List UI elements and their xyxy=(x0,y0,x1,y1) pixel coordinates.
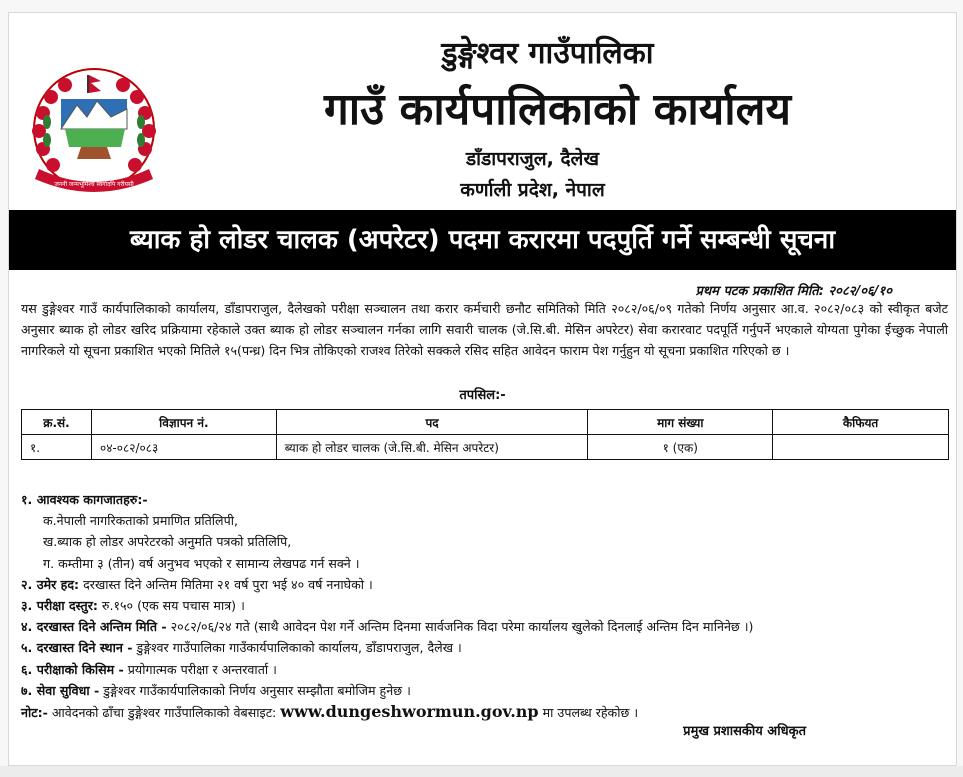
publish-date: प्रथम पटक प्रकाशित मिति: २०८२/०६/१० xyxy=(695,284,892,299)
col-header-post: पद xyxy=(276,410,588,435)
note-row xyxy=(21,701,753,723)
note-text: आवेदनको ढाँचा डुङ्गेश्वर गाउँपालिकाको वेबसाइट: xyxy=(47,705,281,721)
table-header-row xyxy=(22,410,949,435)
nepal-emblem-icon xyxy=(25,65,163,197)
province-country: कर्णाली प्रदेश, नेपाल xyxy=(460,179,605,201)
cell-sn: १. xyxy=(22,435,92,460)
list-item: ख.ब्याक हो लोडर अपरेटरको अनुमति पत्रको प्रतिलिपि, xyxy=(43,534,292,550)
col-header-remarks: कैफियत xyxy=(773,410,949,435)
list-item xyxy=(21,659,753,680)
note-tail: मा उपलब्ध रहेकोछ । xyxy=(538,705,639,721)
item-label: ७. सेवा सुविधा - xyxy=(21,682,100,698)
list-item xyxy=(21,680,753,701)
item-label: २. उमेर हद: xyxy=(21,576,80,592)
website-link[interactable]: www.dungeshwormun.gov.np xyxy=(280,702,539,722)
notice-page xyxy=(8,12,957,766)
item-label: ६. परीक्षाको किसिम - xyxy=(21,661,124,677)
signature-title: प्रमुख प्रशासकीय अधिकृत xyxy=(683,724,806,739)
item-label: ५. दरखास्त दिने स्थान - xyxy=(21,640,133,656)
note-label: नोट:- xyxy=(21,705,48,721)
col-header-demand: माग संख्या xyxy=(588,410,773,435)
item-text: प्रयोगात्मक परीक्षा र अन्तरवार्ता । xyxy=(123,661,277,677)
svg-text:जननी जन्मभूमिश्च स्वर्गादपि गर: जननी जन्मभूमिश्च स्वर्गादपि गरीयसी xyxy=(54,181,134,188)
cell-post: ब्याक हो लोडर चालक (जे.सि.बी. मेसिन अपरेटर) xyxy=(276,435,588,460)
page-bottom-edge xyxy=(0,766,963,777)
cell-remarks xyxy=(773,435,949,460)
cell-demand: १ (एक) xyxy=(588,435,773,460)
col-header-ad-number: विज्ञापन नं. xyxy=(91,410,276,435)
list-item xyxy=(21,595,753,616)
col-header-sn: क्र.सं. xyxy=(22,410,92,435)
office-location: डाँडापराजुल, दैलेख xyxy=(466,148,599,170)
item-text: डुङ्गेश्वर गाउँपालिका गाउँकार्यपालिकाको कार्यालय, डाँडापराजुल, दैलेख । xyxy=(132,640,462,656)
item-text: डुङ्गेश्वर गाउँकार्यपालिकाको निर्णय अनुसार सम्झौता बमोजिम हुनेछ । xyxy=(99,682,411,698)
office-title: गाउँ कार्यपालिकाको कार्यालय xyxy=(323,84,792,135)
item-text: २०८२/०६/२४ गते (साथै आवेदन पेश गर्ने अन्तिम दिनमा सार्वजनिक विदा परेमा कार्यालय खुलेको दिनलाई अन्तिम दिन मानिनेछ ।) xyxy=(166,619,754,635)
list-item xyxy=(21,574,753,595)
item-text: रु.१५० (एक सय पचास मात्र) । xyxy=(97,598,245,614)
requirements-list xyxy=(21,489,753,723)
item-text: दरखास्त दिने अन्तिम मितिमा २१ वर्ष पुरा भई ४० वर्ष ननाघेको । xyxy=(79,576,373,592)
intro-paragraph: यस डुङ्गेश्वर गाउँ कार्यपालिकाको कार्यालय, डाँडापराजुल, दैलेखको परीक्षा सञ्चालन तथा करार कर्मचारी छनौट समितिको मिति २०८२/०६/०९ गतेको निर्णय अनुसार आ.व. २०८२/०८३ को स्वीकृत बजेट अनुसार ब्याक हो लोडर खरिद प्रक्रियामा रहेकाले उक्त ब्याक हो लोडर सञ्चालन गर्नका लागि सवारी चालक (जे.सि.बी. मेसिन अपरेटर) सेवा करारवाट पदपूर्ति गर्नुपर्ने भएकाले योग्यता पुगेका ईच्छुक नेपाली नागरिकले यो सूचना प्रकाशित भएको मितिले १५(पन्ध्र) दिन भित्र तोकिएको राजश्व तिरेको सक्कले रसिद सहित आवेदन फाराम पेश गर्नुहुन यो सूचना प्रकाशित गरिएको छ । xyxy=(21,301,948,358)
item-label: ४. दरखास्त दिने अन्तिम मिति - xyxy=(21,619,167,635)
list-item: क.नेपाली नागरिकताको प्रमाणित प्रतिलिपी, xyxy=(43,513,239,529)
details-label: तपसिल:- xyxy=(459,388,506,403)
vacancy-table xyxy=(21,409,949,460)
cell-ad-number: ०४-०८२/०८३ xyxy=(91,435,276,460)
docs-title: १. आवश्यक कागजातहरु:- xyxy=(21,492,148,507)
list-item: ग. कम्तीमा ३ (तीन) वर्ष अनुभव भएको र सामान्य लेखपढ गर्न सक्ने । xyxy=(43,555,360,571)
item-label: ३. परीक्षा दस्तुर: xyxy=(21,598,98,614)
list-item xyxy=(21,637,753,658)
list-item xyxy=(21,616,753,637)
municipality-name: डुङ्गेश्वर गाउँपालिका xyxy=(441,36,654,71)
notice-title-bar: ब्याक हो लोडर चालक (अपरेटर) पदमा करारमा पदपुर्ति गर्ने सम्बन्धी सूचना xyxy=(9,210,956,270)
table-row xyxy=(22,435,949,460)
